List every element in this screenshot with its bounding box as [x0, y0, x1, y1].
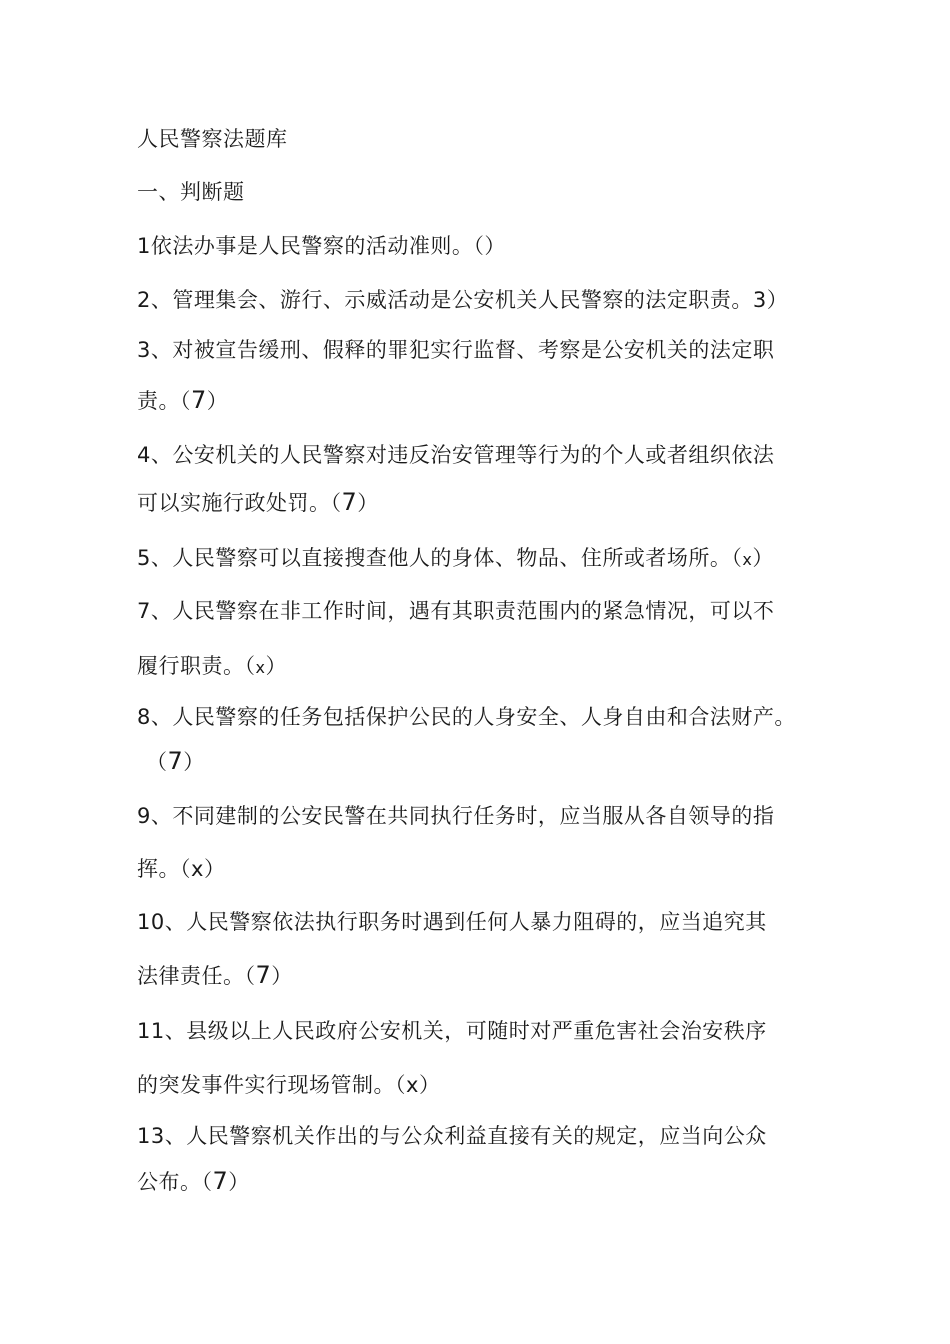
question-10-line-1: 10、人民警察依法执行职务时遇到任何人暴力阻碍的，应当追究其	[137, 910, 767, 934]
question-13-line-2	[137, 1166, 250, 1197]
question-11-line-2	[137, 1070, 440, 1100]
question-3-answer: 7	[191, 386, 207, 414]
question-13-line-1: 13、人民警察机关作出的与公众利益直接有关的规定，应当向公众	[137, 1124, 767, 1148]
section-heading: 一、判断题	[137, 180, 245, 204]
question-11-line-1: 11、县级以上人民政府公安机关，可随时对严重危害社会治安秩序	[137, 1019, 767, 1043]
question-11-close: ）	[418, 1073, 441, 1097]
question-8-answer: 7	[167, 747, 184, 775]
question-10-answer: 7	[255, 961, 272, 989]
question-7-text: 履行职责。（	[137, 654, 256, 678]
question-3-close: ）	[206, 389, 229, 413]
question-8-line-2	[146, 746, 205, 777]
question-8-line-1: 8、人民警察的任务包括保护公民的人身安全、人身自由和合法财产。	[137, 705, 796, 729]
question-10-close: ）	[271, 964, 293, 988]
question-2-line-1: 2、管理集会、游行、示威活动是公安机关人民警察的法定职责。3）	[137, 288, 789, 312]
page-title: 人民警察法题库	[137, 127, 288, 151]
question-11-text: 的突发事件实行现场管制。（	[137, 1073, 406, 1097]
question-5-answer: x	[742, 550, 753, 569]
question-11-answer: x	[406, 1073, 419, 1097]
question-9-line-1: 9、不同建制的公安民警在共同执行任务时，应当服从各自领导的指	[137, 804, 775, 828]
question-7-close: ）	[265, 654, 287, 678]
question-10-line-2	[137, 960, 293, 991]
question-9-text: 挥。（	[137, 857, 191, 881]
question-8-close: ）	[183, 750, 205, 774]
question-13-answer: 7	[212, 1167, 229, 1195]
question-9-answer: x	[191, 857, 204, 881]
question-4-line-2	[137, 487, 379, 518]
question-5-line-1	[137, 543, 774, 575]
question-9-close: ）	[203, 857, 226, 881]
question-7-line-1: 7、人民警察在非工作时间，遇有其职责范围内的紧急情况，可以不	[137, 599, 775, 623]
question-7-line-2	[137, 651, 287, 683]
question-4-answer: 7	[341, 488, 358, 516]
question-13-close: ）	[228, 1170, 250, 1194]
question-4-close: ）	[357, 491, 379, 515]
question-1-line-1: 1依法办事是人民警察的活动准则。（）	[137, 234, 506, 258]
question-4-line-1: 4、公安机关的人民警察对违反治安管理等行为的个人或者组织依法	[137, 443, 775, 467]
question-5-close: ）	[752, 546, 774, 570]
question-13-text: 公布。（	[137, 1170, 213, 1194]
question-8-text: （	[146, 750, 168, 774]
question-10-text: 法律责任。（	[137, 964, 256, 988]
question-5-text: 5、人民警察可以直接搜查他人的身体、物品、住所或者场所。（	[137, 546, 743, 570]
question-7-answer: x	[255, 658, 266, 677]
question-9-line-2	[137, 854, 225, 884]
question-4-text: 可以实施行政处罚。（	[137, 491, 342, 515]
question-3-line-2	[137, 385, 228, 416]
question-3-line-1: 3、对被宣告缓刑、假释的罪犯实行监督、考察是公安机关的法定职	[137, 338, 775, 362]
question-3-text: 责。（	[137, 389, 191, 413]
